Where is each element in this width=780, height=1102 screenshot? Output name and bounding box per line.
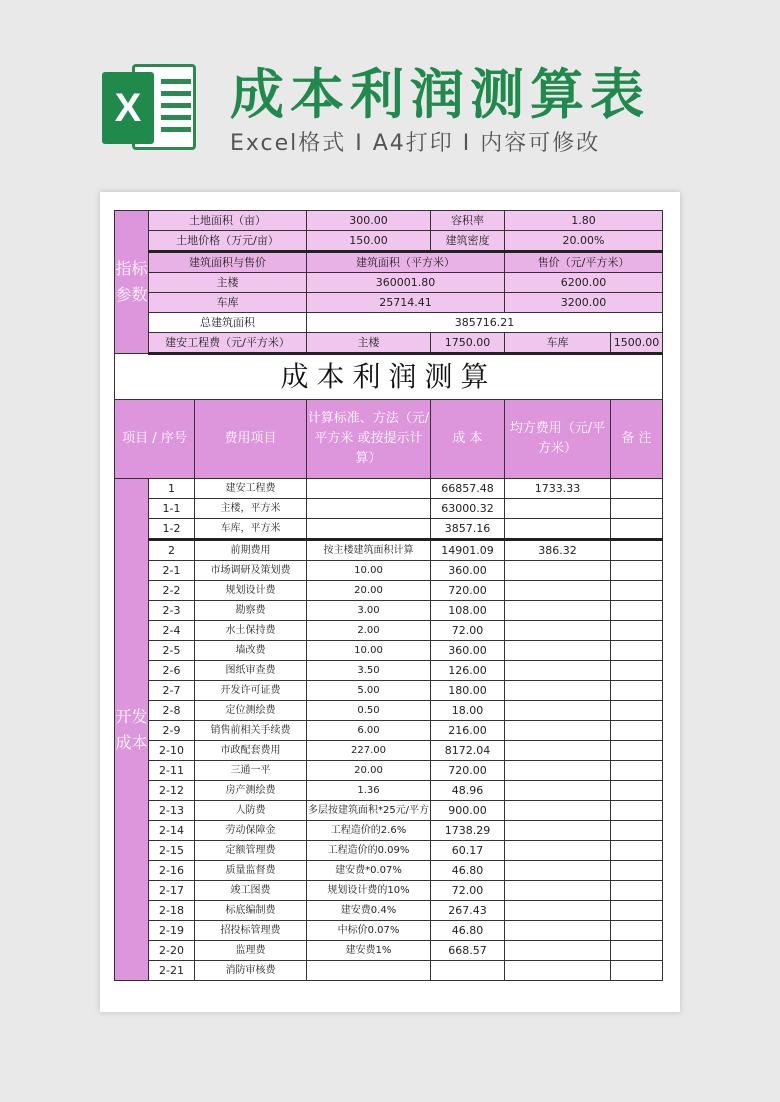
row-fee-name: 开发许可证费	[195, 681, 307, 701]
row-fee-name: 建安工程费	[195, 479, 307, 499]
garage-label: 车库	[149, 293, 307, 313]
param-row-area-price-header	[115, 252, 663, 273]
row-standard[interactable]	[307, 499, 431, 519]
table-row	[115, 941, 663, 961]
row-unit-cost[interactable]	[505, 881, 611, 901]
row-standard[interactable]: 10.00	[307, 561, 431, 581]
table-row	[115, 861, 663, 881]
col-unit-header: 均方费用（元/平方米）	[505, 400, 611, 479]
calc-header-row	[115, 400, 663, 479]
table-row	[115, 561, 663, 581]
row-note[interactable]	[611, 721, 663, 741]
row-fee-name: 消防审核费	[195, 961, 307, 981]
table-row	[115, 781, 663, 801]
build-main-value[interactable]: 1750.00	[431, 333, 505, 354]
row-note[interactable]	[611, 681, 663, 701]
main-area[interactable]: 360001.80	[307, 273, 505, 293]
table-row	[115, 581, 663, 601]
table-row	[115, 881, 663, 901]
row-fee-name: 竣工图费	[195, 881, 307, 901]
row-unit-cost[interactable]	[505, 761, 611, 781]
row-cost[interactable]: 18.00	[431, 701, 505, 721]
row-note[interactable]	[611, 601, 663, 621]
col-standard-header: 计算标准、方法（元/平方米 或按提示计算）	[307, 400, 431, 479]
row-cost[interactable]: 1738.29	[431, 821, 505, 841]
row-standard[interactable]: 10.00	[307, 641, 431, 661]
row-standard[interactable]: 2.00	[307, 621, 431, 641]
param-row-land-area	[115, 211, 663, 231]
row-no: 2-13	[149, 801, 195, 821]
row-note[interactable]	[611, 821, 663, 841]
row-cost[interactable]: 360.00	[431, 561, 505, 581]
row-standard[interactable]: 1.36	[307, 781, 431, 801]
row-unit-cost[interactable]	[505, 661, 611, 681]
row-cost[interactable]: 3857.16	[431, 519, 505, 540]
row-standard[interactable]: 建安费*0.07%	[307, 861, 431, 881]
row-no: 2-9	[149, 721, 195, 741]
density-label: 建筑密度	[431, 231, 505, 252]
row-no: 1	[149, 479, 195, 499]
row-no: 2-19	[149, 921, 195, 941]
row-no: 2-15	[149, 841, 195, 861]
row-no: 2-18	[149, 901, 195, 921]
row-note[interactable]	[611, 561, 663, 581]
row-fee-name: 图纸审查费	[195, 661, 307, 681]
row-note[interactable]	[611, 781, 663, 801]
calc-title-row	[115, 354, 663, 400]
spreadsheet-page	[100, 192, 680, 1012]
col-fee-header: 费用项目	[195, 400, 307, 479]
row-fee-name: 房产测绘费	[195, 781, 307, 801]
row-note[interactable]	[611, 701, 663, 721]
row-unit-cost[interactable]	[505, 601, 611, 621]
garage-area[interactable]: 25714.41	[307, 293, 505, 313]
row-cost[interactable]: 72.00	[431, 881, 505, 901]
table-row	[115, 519, 663, 540]
table-row	[115, 701, 663, 721]
area-col-label: 建筑面积（平方米）	[307, 252, 505, 273]
page-subtitle: Excel格式 I A4打印 I 内容可修改	[230, 131, 601, 156]
cost-profit-table	[114, 210, 663, 981]
row-cost[interactable]	[431, 961, 505, 981]
row-cost[interactable]: 668.57	[431, 941, 505, 961]
row-cost[interactable]: 60.17	[431, 841, 505, 861]
table-row	[115, 641, 663, 661]
garage-price[interactable]: 3200.00	[505, 293, 663, 313]
table-row	[115, 761, 663, 781]
row-standard[interactable]: 5.00	[307, 681, 431, 701]
row-no: 2-4	[149, 621, 195, 641]
build-garage-value[interactable]: 1500.00	[611, 333, 663, 354]
row-fee-name: 人防费	[195, 801, 307, 821]
table-row	[115, 601, 663, 621]
table-row	[115, 499, 663, 519]
row-no: 2-6	[149, 661, 195, 681]
row-cost[interactable]: 126.00	[431, 661, 505, 681]
row-unit-cost[interactable]	[505, 519, 611, 540]
land-area-value[interactable]: 300.00	[307, 211, 431, 231]
row-unit-cost[interactable]: 386.32	[505, 540, 611, 561]
area-price-label: 建筑面积与售价	[149, 252, 307, 273]
row-note[interactable]	[611, 621, 663, 641]
row-no: 2-17	[149, 881, 195, 901]
header-banner	[0, 0, 780, 190]
row-cost[interactable]: 267.43	[431, 901, 505, 921]
row-note[interactable]	[611, 641, 663, 661]
row-fee-name: 定位测绘费	[195, 701, 307, 721]
row-standard[interactable]: 3.50	[307, 661, 431, 681]
row-note[interactable]	[611, 741, 663, 761]
row-unit-cost[interactable]	[505, 681, 611, 701]
row-no: 1-1	[149, 499, 195, 519]
table-row	[115, 841, 663, 861]
far-value[interactable]: 1.80	[505, 211, 663, 231]
row-fee-name: 水土保持费	[195, 621, 307, 641]
table-row	[115, 921, 663, 941]
row-no: 2-14	[149, 821, 195, 841]
row-standard[interactable]: 中标价0.07%	[307, 921, 431, 941]
row-fee-name: 规划设计费	[195, 581, 307, 601]
row-no: 2-12	[149, 781, 195, 801]
row-cost[interactable]: 63000.32	[431, 499, 505, 519]
param-row-main	[115, 273, 663, 293]
land-area-label: 土地面积（亩）	[149, 211, 307, 231]
table-row	[115, 479, 663, 499]
excel-logo-icon	[98, 58, 200, 156]
row-unit-cost[interactable]	[505, 801, 611, 821]
row-note[interactable]	[611, 499, 663, 519]
row-fee-name: 墙改费	[195, 641, 307, 661]
row-note[interactable]	[611, 519, 663, 540]
row-no: 2-8	[149, 701, 195, 721]
row-unit-cost[interactable]: 1733.33	[505, 479, 611, 499]
row-unit-cost[interactable]	[505, 621, 611, 641]
table-row	[115, 540, 663, 561]
row-unit-cost[interactable]	[505, 941, 611, 961]
row-unit-cost[interactable]	[505, 921, 611, 941]
row-standard[interactable]: 建安费0.4%	[307, 901, 431, 921]
row-no: 2-1	[149, 561, 195, 581]
row-note[interactable]	[611, 861, 663, 881]
row-standard[interactable]: 规划设计费的10%	[307, 881, 431, 901]
row-standard[interactable]: 0.50	[307, 701, 431, 721]
total-area-label: 总建筑面积	[149, 313, 307, 333]
logo-letter: X	[102, 72, 154, 144]
row-standard[interactable]: 工程造价的0.09%	[307, 841, 431, 861]
row-note[interactable]	[611, 801, 663, 821]
row-standard[interactable]	[307, 479, 431, 499]
row-cost[interactable]: 108.00	[431, 601, 505, 621]
table-row	[115, 821, 663, 841]
row-unit-cost[interactable]	[505, 781, 611, 801]
param-row-land-price	[115, 231, 663, 252]
build-cost-label: 建安工程费（元/平方米）	[149, 333, 307, 354]
row-fee-name: 标底编制费	[195, 901, 307, 921]
row-no: 2-20	[149, 941, 195, 961]
row-standard[interactable]: 20.00	[307, 581, 431, 601]
col-item-header: 项目 / 序号	[115, 400, 195, 479]
row-fee-name: 销售前相关手续费	[195, 721, 307, 741]
row-cost[interactable]: 48.96	[431, 781, 505, 801]
row-note[interactable]	[611, 661, 663, 681]
row-standard[interactable]: 227.00	[307, 741, 431, 761]
params-side-label: 指标参数	[115, 211, 149, 354]
row-no: 2-11	[149, 761, 195, 781]
density-value[interactable]: 20.00%	[505, 231, 663, 252]
row-cost[interactable]: 14901.09	[431, 540, 505, 561]
far-label: 容积率	[431, 211, 505, 231]
row-note[interactable]	[611, 581, 663, 601]
row-note[interactable]	[611, 961, 663, 981]
row-note[interactable]	[611, 901, 663, 921]
table-row	[115, 901, 663, 921]
row-fee-name: 监理费	[195, 941, 307, 961]
row-standard[interactable]	[307, 519, 431, 540]
row-standard[interactable]: 20.00	[307, 761, 431, 781]
page-title: 成本利润测算表	[230, 63, 650, 126]
row-cost[interactable]: 216.00	[431, 721, 505, 741]
row-unit-cost[interactable]	[505, 861, 611, 881]
row-no: 2-5	[149, 641, 195, 661]
row-unit-cost[interactable]	[505, 901, 611, 921]
table-row	[115, 961, 663, 981]
param-row-garage	[115, 293, 663, 313]
row-note[interactable]	[611, 479, 663, 499]
row-fee-name: 三通一平	[195, 761, 307, 781]
row-note[interactable]	[611, 540, 663, 561]
row-unit-cost[interactable]	[505, 821, 611, 841]
row-cost[interactable]: 72.00	[431, 621, 505, 641]
row-note[interactable]	[611, 761, 663, 781]
row-no: 2-21	[149, 961, 195, 981]
row-no: 2-10	[149, 741, 195, 761]
row-fee-name: 定额管理费	[195, 841, 307, 861]
param-row-total-area	[115, 313, 663, 333]
param-row-build-cost	[115, 333, 663, 354]
table-row	[115, 801, 663, 821]
row-fee-name: 主楼，平方米	[195, 499, 307, 519]
row-unit-cost[interactable]	[505, 499, 611, 519]
row-cost[interactable]: 360.00	[431, 641, 505, 661]
build-main-label: 主楼	[307, 333, 431, 354]
calc-title: 成本利润测算	[115, 354, 663, 400]
dev-cost-side-label: 开发成本	[115, 479, 149, 981]
row-cost[interactable]: 8172.04	[431, 741, 505, 761]
row-no: 2	[149, 540, 195, 561]
row-note[interactable]	[611, 881, 663, 901]
row-fee-name: 前期费用	[195, 540, 307, 561]
row-standard[interactable]: 6.00	[307, 721, 431, 741]
row-fee-name: 质量监督费	[195, 861, 307, 881]
row-cost[interactable]: 720.00	[431, 581, 505, 601]
table-row	[115, 661, 663, 681]
row-cost[interactable]: 46.80	[431, 861, 505, 881]
row-unit-cost[interactable]	[505, 581, 611, 601]
row-standard[interactable]: 按主楼建筑面积计算	[307, 540, 431, 561]
row-no: 2-2	[149, 581, 195, 601]
row-unit-cost[interactable]	[505, 961, 611, 981]
build-garage-label: 车库	[505, 333, 611, 354]
col-cost-header: 成 本	[431, 400, 505, 479]
row-no: 1-2	[149, 519, 195, 540]
row-unit-cost[interactable]	[505, 701, 611, 721]
row-standard[interactable]	[307, 961, 431, 981]
price-col-label: 售价（元/平方米）	[505, 252, 663, 273]
row-cost[interactable]: 180.00	[431, 681, 505, 701]
land-price-label: 土地价格（万元/亩）	[149, 231, 307, 252]
row-unit-cost[interactable]	[505, 741, 611, 761]
row-fee-name: 招投标管理费	[195, 921, 307, 941]
row-note[interactable]	[611, 941, 663, 961]
row-standard[interactable]: 多层按建筑面积*25元/平方	[307, 801, 431, 821]
calc-body	[115, 479, 663, 981]
main-label: 主楼	[149, 273, 307, 293]
row-unit-cost[interactable]	[505, 721, 611, 741]
total-area-value[interactable]: 385716.21	[307, 313, 663, 333]
row-standard[interactable]: 3.00	[307, 601, 431, 621]
col-note-header: 备 注	[611, 400, 663, 479]
land-price-value[interactable]: 150.00	[307, 231, 431, 252]
row-cost[interactable]: 66857.48	[431, 479, 505, 499]
row-standard[interactable]: 建安费1%	[307, 941, 431, 961]
row-fee-name: 市政配套费用	[195, 741, 307, 761]
row-cost[interactable]: 900.00	[431, 801, 505, 821]
table-row	[115, 621, 663, 641]
row-standard[interactable]: 工程造价的2.6%	[307, 821, 431, 841]
row-note[interactable]	[611, 921, 663, 941]
table-row	[115, 741, 663, 761]
row-unit-cost[interactable]	[505, 561, 611, 581]
row-fee-name: 市场调研及策划费	[195, 561, 307, 581]
row-fee-name: 勘察费	[195, 601, 307, 621]
row-no: 2-3	[149, 601, 195, 621]
table-row	[115, 721, 663, 741]
row-cost[interactable]: 46.80	[431, 921, 505, 941]
row-no: 2-16	[149, 861, 195, 881]
row-unit-cost[interactable]	[505, 641, 611, 661]
table-row	[115, 681, 663, 701]
row-cost[interactable]: 720.00	[431, 761, 505, 781]
row-unit-cost[interactable]	[505, 841, 611, 861]
row-note[interactable]	[611, 841, 663, 861]
main-price[interactable]: 6200.00	[505, 273, 663, 293]
row-fee-name: 劳动保障金	[195, 821, 307, 841]
row-no: 2-7	[149, 681, 195, 701]
row-fee-name: 车库，平方米	[195, 519, 307, 540]
